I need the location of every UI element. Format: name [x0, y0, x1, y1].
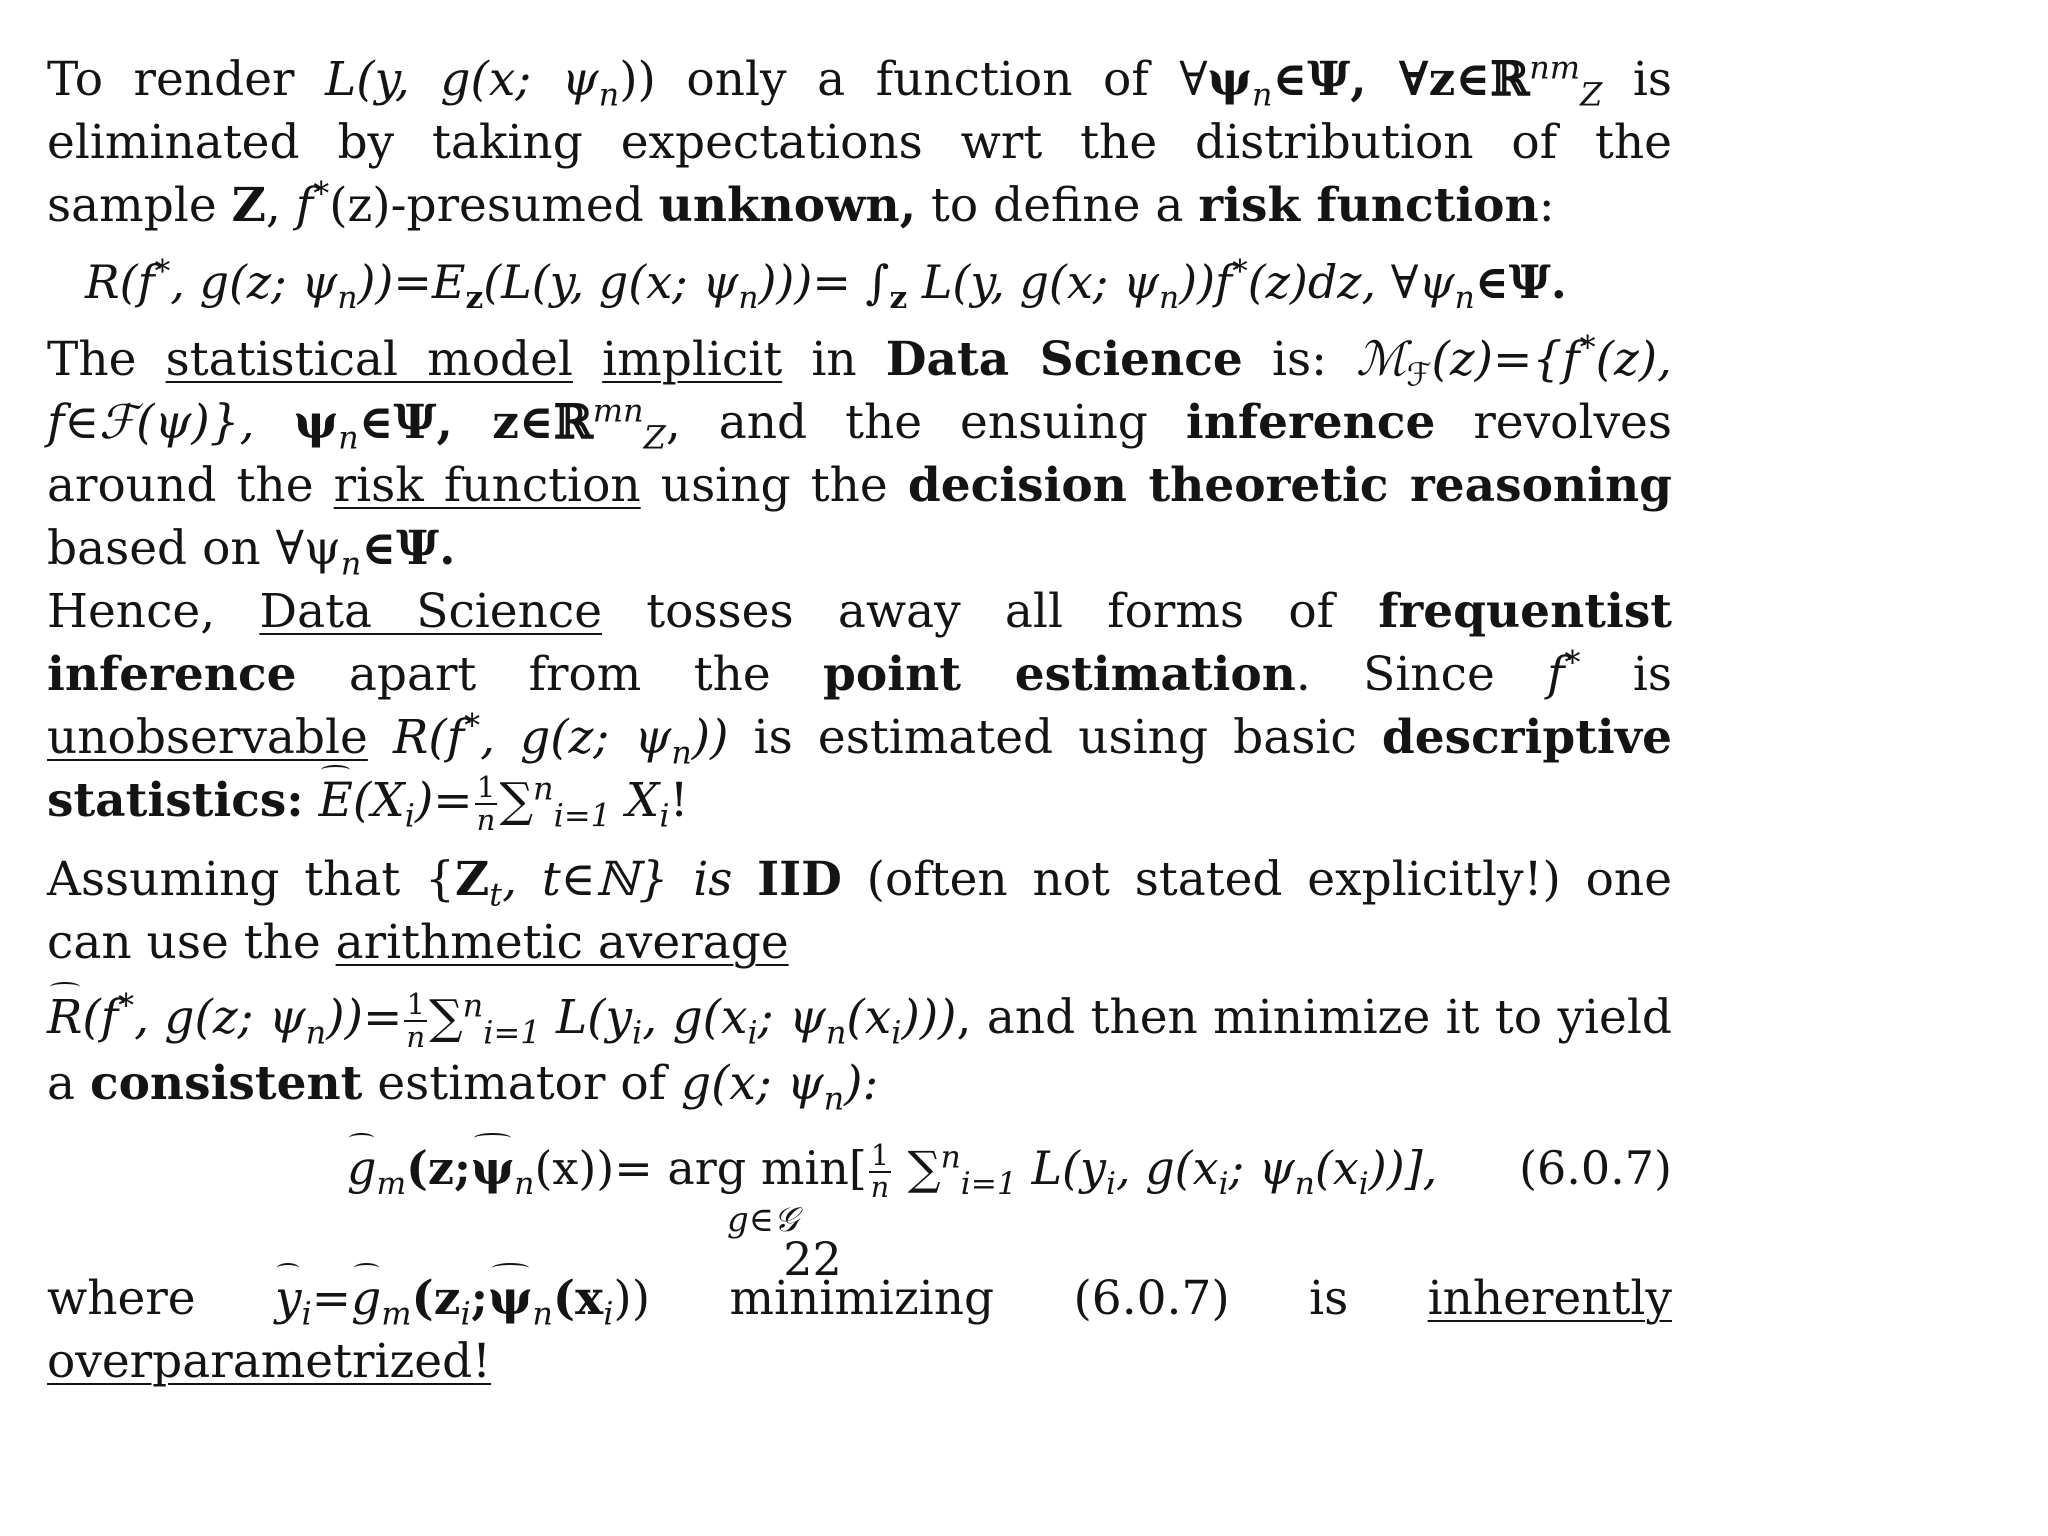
math: (x	[846, 989, 892, 1045]
math-hat: g	[351, 1267, 381, 1330]
math-sup: *	[1579, 328, 1596, 367]
math: ))],	[1368, 1141, 1438, 1196]
text: The	[47, 332, 166, 387]
fraction	[475, 772, 498, 835]
math-sub: Z	[643, 418, 666, 457]
math-sub: n	[671, 733, 692, 772]
math-sup: n	[533, 769, 554, 808]
underlined-text: unobservable	[47, 710, 368, 765]
paragraph-empirical-risk	[47, 986, 1672, 1116]
fraction-denominator: n	[476, 803, 496, 837]
math: (z), f∈ℱ(ψ)},	[47, 332, 1672, 450]
math-sub: z	[465, 280, 484, 317]
text: in	[782, 332, 886, 387]
fraction-numerator: 1	[404, 989, 427, 1022]
math-sub: Z	[1580, 75, 1603, 114]
math: ))=E	[357, 255, 466, 309]
math: (z)dz, ∀ψ	[1247, 255, 1455, 309]
math: (f	[82, 989, 119, 1045]
math: (X	[352, 773, 405, 828]
math-sup: *	[313, 174, 330, 213]
math: f	[295, 178, 314, 233]
math-hat: y	[275, 1267, 302, 1330]
underlined-text: Data Science	[259, 584, 603, 639]
underlined-text: statistical model	[165, 332, 573, 387]
math: ∑	[499, 773, 533, 828]
math: )))	[901, 989, 957, 1045]
text: . Since	[1295, 647, 1548, 702]
text	[304, 773, 319, 828]
math: , g(x	[642, 989, 748, 1045]
math: , g(z; ψ	[134, 989, 306, 1045]
math-bold: ψ	[1207, 52, 1252, 107]
math-sup: *	[118, 985, 135, 1024]
text: is	[1580, 647, 1672, 702]
text: apart from the	[296, 647, 823, 702]
fraction	[404, 989, 427, 1052]
math-sub: i	[301, 1294, 312, 1333]
math-sub: i=1	[960, 1166, 1017, 1203]
fraction-numerator: 1	[475, 772, 498, 805]
math-bold: ψ	[254, 395, 339, 450]
math-sub: n	[1251, 75, 1273, 114]
math-sub: i	[1358, 1166, 1369, 1203]
math-sub: n	[598, 75, 620, 114]
math-sup: nm	[1529, 48, 1581, 87]
math: , g(x	[1115, 1141, 1219, 1196]
text: revolves around the	[47, 395, 1672, 513]
math: g(x; ψ	[681, 1056, 824, 1112]
math-sub: n	[825, 1012, 847, 1051]
math-sub: n	[823, 1079, 845, 1118]
math-hat: R	[47, 986, 82, 1049]
math-sup: *	[1232, 253, 1248, 290]
math: ))=	[326, 989, 403, 1045]
math: )))= ∫	[758, 255, 890, 309]
math-sub: n	[1159, 280, 1180, 317]
math-sub: n	[305, 1012, 327, 1051]
bold-text: Z	[454, 851, 490, 907]
math-hat: E	[319, 769, 353, 832]
math-bold: (z;	[406, 1141, 471, 1196]
bold-text: IID	[757, 851, 842, 907]
math-bold: ∈Ψ, ∀z∈ℝ	[1272, 52, 1530, 107]
equation-6-0-7	[47, 1137, 1672, 1247]
math: ):	[844, 1056, 879, 1112]
math-bold: (x	[552, 1271, 604, 1327]
fraction-denominator: n	[870, 1171, 890, 1205]
math: X	[610, 773, 660, 828]
paragraph-point-estimation	[47, 580, 1672, 836]
math-bold: ∈Ψ.	[1474, 255, 1567, 309]
text: only a function of ∀	[655, 52, 1208, 107]
math-sub: z	[889, 280, 908, 317]
math: ∑	[429, 989, 463, 1045]
math-hat: g	[347, 1137, 376, 1200]
math-sub: n	[1454, 280, 1475, 317]
bold-text: consistent	[89, 1056, 363, 1112]
math-bold: ∈Ψ.	[361, 521, 456, 576]
math: ))	[619, 52, 656, 107]
math-sub: n	[532, 1294, 553, 1333]
text: Hence,	[47, 584, 260, 639]
math: ))	[691, 710, 729, 765]
math: L(y	[540, 989, 633, 1045]
math-sub: t	[489, 874, 503, 913]
math: L(y	[1016, 1141, 1106, 1196]
bold-text: Z	[231, 178, 266, 233]
text: based on ∀ψ	[47, 521, 341, 576]
fraction-denominator: n	[406, 1019, 426, 1054]
math-sub: i	[460, 1294, 471, 1333]
math-sub: i=1	[483, 1012, 541, 1051]
display-equation-risk	[85, 251, 1672, 317]
math: ∑	[893, 1141, 941, 1196]
underlined-text: arithmetic average	[335, 914, 789, 970]
underlined-text: implicit	[602, 332, 783, 387]
equation-body	[347, 1137, 1437, 1203]
math: , g(z; ψ	[170, 255, 338, 309]
math-sub: i=1	[553, 796, 611, 835]
text: is estimated using basic	[728, 710, 1382, 765]
math-hat: ψ	[471, 1137, 514, 1200]
math: (x	[1314, 1141, 1359, 1196]
page-number: 22	[783, 1232, 842, 1286]
math-bold: (z	[411, 1271, 461, 1327]
text: using the	[640, 458, 908, 513]
text: to define a	[916, 178, 1199, 233]
text: (often not stated explicitly!) one can use the	[47, 851, 1673, 970]
underlined-text: risk function	[333, 458, 641, 513]
math-sub: i	[404, 796, 415, 835]
bold-text: decision theoretic reasoning	[907, 458, 1672, 513]
text: (z)-presumed	[329, 178, 659, 233]
text: , and then minimize it to yield a	[47, 989, 1672, 1112]
math-sub: m	[376, 1166, 407, 1203]
math-sub: i	[1105, 1166, 1116, 1203]
bold-text: risk function	[1198, 178, 1539, 233]
text: To render	[47, 52, 326, 107]
text	[573, 332, 602, 387]
math-sub: i	[891, 1012, 902, 1051]
math-sub: n	[338, 418, 359, 457]
math: R(f	[392, 710, 465, 765]
math: ))f	[1179, 255, 1233, 309]
math-sup: n	[462, 985, 484, 1024]
math-sub: i	[747, 1012, 758, 1051]
math: )=	[414, 773, 473, 828]
math: =	[311, 1271, 352, 1327]
text: :	[1538, 178, 1555, 233]
math: L(y, g(x; ψ	[907, 255, 1159, 309]
bold-text: descriptive statistics:	[47, 710, 1672, 828]
bold-text: frequentist inference	[47, 584, 1672, 702]
math-sub: ℱ	[1406, 355, 1432, 394]
text: , and the ensuing	[665, 395, 1186, 450]
text: tosses away all forms of	[602, 584, 1379, 639]
math-bold: ∈Ψ, z∈ℝ	[358, 395, 593, 450]
text: Assuming that {	[47, 851, 455, 907]
underlined-text: inherently overparametrized!	[47, 1271, 1672, 1390]
paragraph-overparametrized	[47, 1267, 1672, 1393]
math: f	[1547, 647, 1565, 702]
math: (z)={f	[1431, 332, 1580, 387]
bold-text: inference	[1185, 395, 1436, 450]
math-sup: *	[464, 706, 481, 745]
math: ; ψ	[757, 989, 826, 1045]
math-sub: m	[381, 1294, 412, 1333]
math: (x))= arg min[	[534, 1141, 867, 1196]
paragraph-risk-intro	[47, 48, 1672, 237]
math-sub: i	[603, 1294, 614, 1333]
text: where	[47, 1271, 275, 1327]
math-sub: i	[632, 1012, 643, 1051]
bold-text: unknown,	[658, 178, 917, 233]
equation-number: (6.0.7)	[1519, 1141, 1672, 1196]
math-sub: n	[337, 280, 358, 317]
math-sup: n	[940, 1139, 961, 1176]
text: ,	[265, 178, 296, 233]
math: L(y, g(x; ψ	[325, 52, 599, 107]
math-sub: n	[514, 1166, 535, 1203]
math-sup: mn	[592, 391, 644, 430]
math-sub: i	[659, 796, 670, 835]
math: ℳ	[1356, 332, 1407, 387]
math-bold: ;	[470, 1271, 489, 1327]
math: ; ψ	[1228, 1141, 1295, 1196]
bold-text: Data Science	[885, 332, 1243, 387]
text: minimizing (6.0.7) is	[650, 1271, 1428, 1327]
math-sup: *	[154, 253, 171, 290]
math: R(f	[85, 255, 155, 309]
math-hat: ψ	[488, 1267, 532, 1330]
math: ))	[613, 1271, 651, 1327]
math: (L(y, g(x; ψ	[483, 255, 739, 309]
math-sub: n	[1294, 1166, 1315, 1203]
text: estimator of	[362, 1056, 681, 1112]
math-sub: n	[340, 544, 362, 583]
math-sub: i	[1218, 1166, 1229, 1203]
bold-text: point estimation	[823, 647, 1296, 702]
paragraph-iid	[47, 848, 1672, 974]
math: , g(z; ψ	[480, 710, 672, 765]
math-sub: n	[738, 280, 759, 317]
fraction	[869, 1141, 891, 1203]
math-sup: *	[1564, 643, 1581, 682]
argmin-subscript: g∈𝒢	[727, 1200, 799, 1241]
text: is eliminated by taking expectations wrt the distribution of the sample	[47, 52, 1673, 233]
paragraph-statistical-model	[47, 328, 1672, 583]
fraction-numerator: 1	[869, 1141, 891, 1173]
text: is:	[1242, 332, 1357, 387]
math: , t∈ℕ} is	[502, 851, 758, 907]
text: !	[669, 773, 689, 828]
text	[368, 710, 393, 765]
document-page	[47, 48, 1672, 1393]
